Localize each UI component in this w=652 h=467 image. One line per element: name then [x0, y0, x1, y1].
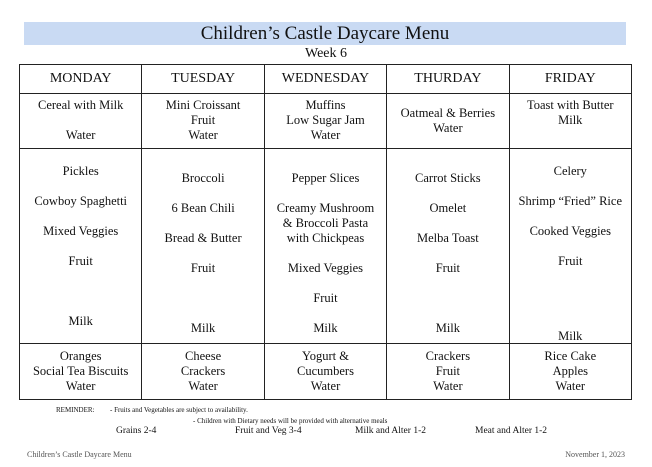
footer-title: Children’s Castle Daycare Menu: [27, 450, 132, 459]
menu-item: Yogurt &: [301, 349, 349, 363]
lunch-cell-tuesday: [142, 149, 264, 344]
menu-item: Mixed Veggies: [287, 261, 364, 275]
menu-item: Pickles: [62, 164, 99, 178]
day-header: WEDNESDAY: [264, 65, 386, 94]
menu-item: Water: [188, 128, 218, 142]
serving-guide-milk: Milk and Alter 1-2: [355, 426, 426, 436]
page-title: Children’s Castle Daycare Menu: [200, 23, 450, 44]
menu-item: Fruit: [313, 291, 338, 305]
menu-item: Fruit: [558, 254, 583, 268]
menu-item: Carrot Sticks: [415, 171, 481, 185]
menu-item: Fruit: [435, 261, 461, 275]
day-header: THURDAY: [387, 65, 509, 94]
menu-item: Melba Toast: [417, 231, 479, 245]
menu-item: Mini Croissant: [165, 98, 241, 112]
menu-item: Milk: [558, 113, 583, 127]
menu-item: Celery: [553, 164, 587, 178]
lunch-row: [20, 149, 632, 344]
snack-cell-wednesday: [264, 344, 386, 400]
day-header: FRIDAY: [509, 65, 631, 94]
day-header: MONDAY: [20, 65, 142, 94]
menu-item: Water: [188, 379, 218, 393]
menu-item: Water: [310, 379, 341, 393]
snack-cell-friday: [509, 344, 631, 400]
menu-item: Oranges: [59, 349, 102, 363]
lunch-cell-monday: [20, 149, 142, 344]
menu-item: Fruit: [435, 364, 461, 378]
snack-row: [20, 344, 632, 400]
menu-item: Crackers: [180, 364, 226, 378]
menu-item: 6 Bean Chili: [171, 201, 235, 215]
menu-item: Water: [310, 128, 341, 142]
reminder-line-2: - Children with Dietary needs will be provided with alternative meals: [193, 417, 388, 425]
snack-cell-thursday: [387, 344, 509, 400]
menu-item: Water: [433, 121, 463, 135]
menu-item: Fruit: [68, 254, 93, 268]
menu-item: Milk: [313, 321, 338, 335]
menu-item: Water: [65, 379, 96, 393]
day-header-row: [20, 65, 632, 94]
menu-item: Milk: [68, 314, 93, 328]
menu-item: Fruit: [190, 113, 216, 127]
menu-item: Broccoli: [181, 171, 225, 185]
serving-guide-fruit-veg: Fruit and Veg 3-4: [235, 426, 302, 436]
serving-guide-grains: Grains 2-4: [116, 426, 157, 436]
menu-item: Creamy Mushroom: [276, 201, 375, 215]
menu-item: Oatmeal & Berries: [400, 106, 496, 120]
breakfast-cell-thursday: [387, 94, 509, 149]
menu-item: Cowboy Spaghetti: [34, 194, 128, 208]
menu-item: Cucumbers: [297, 364, 354, 378]
menu-item: Milk: [190, 321, 216, 335]
menu-item: Low Sugar Jam: [286, 113, 365, 127]
reminder-line-1: - Fruits and Vegetables are subject to availability.: [110, 406, 248, 414]
menu-item: Milk: [558, 329, 583, 343]
menu-item: Toast with Butter: [526, 98, 614, 112]
menu-item: Water: [433, 379, 463, 393]
menu-item: Apples: [552, 364, 588, 378]
day-header: TUESDAY: [142, 65, 264, 94]
breakfast-row: [20, 94, 632, 149]
footer-date: November 1, 2023: [565, 450, 625, 459]
breakfast-cell-friday: [509, 94, 631, 149]
lunch-cell-wednesday: [264, 149, 386, 344]
lunch-cell-thursday: [387, 149, 509, 344]
menu-item: Rice Cake: [544, 349, 597, 363]
menu-item: Fruit: [190, 261, 216, 275]
menu-item: Bread & Butter: [164, 231, 242, 245]
menu-item: Milk: [435, 321, 461, 335]
snack-cell-tuesday: [142, 344, 264, 400]
serving-guide-meat: Meat and Alter 1-2: [475, 426, 548, 436]
menu-item: Cheese: [185, 349, 222, 363]
breakfast-cell-tuesday: [142, 94, 264, 149]
breakfast-cell-monday: [20, 94, 142, 149]
menu-item: Muffins: [305, 98, 346, 112]
snack-cell-monday: [20, 344, 142, 400]
menu-item: Mixed Veggies: [43, 224, 119, 238]
lunch-cell-friday: [509, 149, 631, 344]
menu-item: Cereal with Milk: [37, 98, 124, 112]
breakfast-cell-wednesday: [264, 94, 386, 149]
menu-item: Crackers: [425, 349, 471, 363]
menu-item: Water: [555, 379, 586, 393]
menu-item: & Broccoli Pasta: [282, 216, 369, 230]
menu-item: Water: [65, 128, 96, 142]
reminder-label: REMINDER:: [56, 406, 95, 414]
menu-item: with Chickpeas: [286, 231, 365, 245]
menu-table: [19, 64, 632, 400]
menu-item: Shrimp “Fried” Rice: [518, 194, 622, 208]
menu-item: Pepper Slices: [291, 171, 360, 185]
menu-item: Social Tea Biscuits: [32, 364, 129, 378]
menu-item: Cooked Veggies: [529, 224, 611, 238]
week-label: Week 6: [304, 46, 348, 61]
title-band: [24, 22, 626, 45]
menu-item: Omelet: [429, 201, 467, 215]
